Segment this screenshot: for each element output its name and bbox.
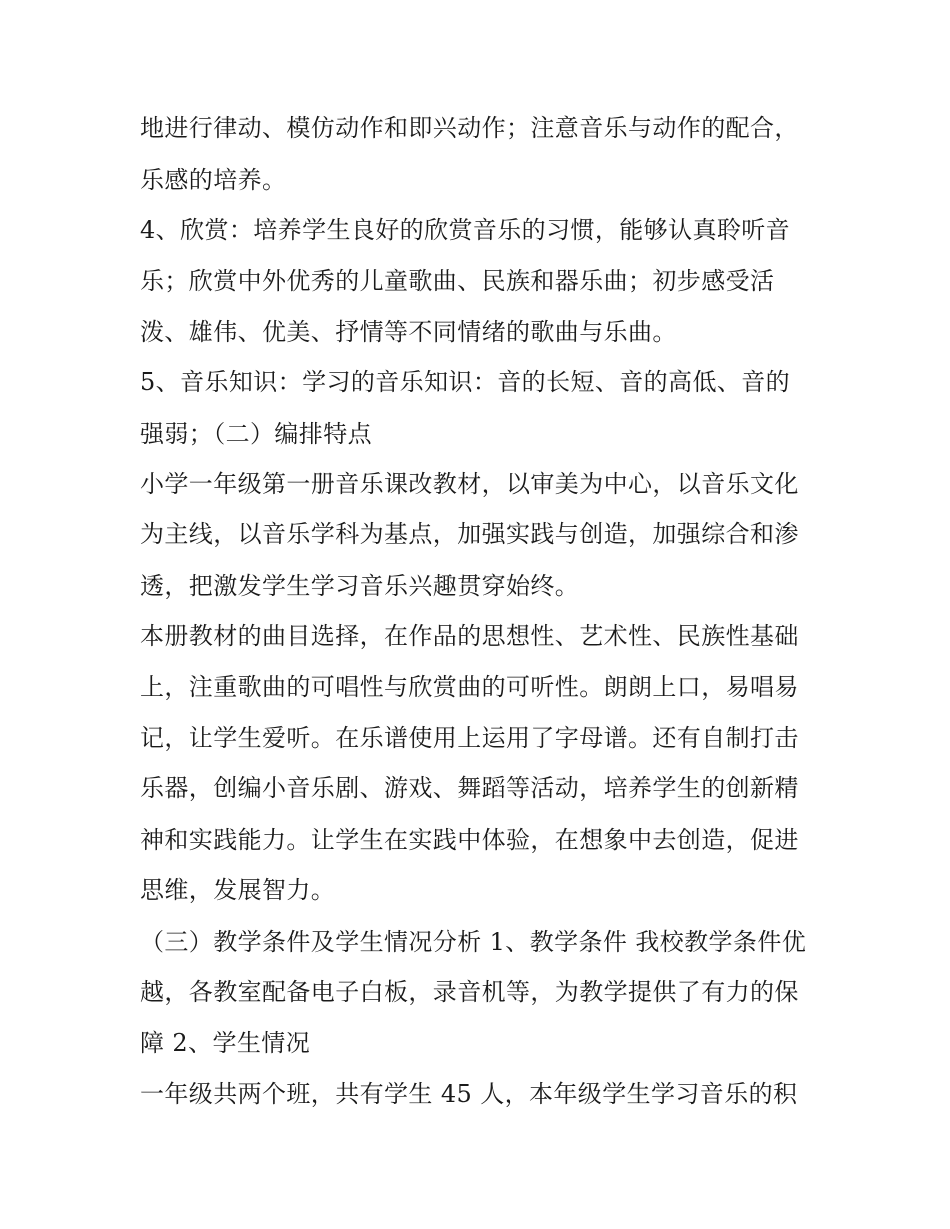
text-line: 本册教材的曲目选择，在作品的思想性、艺术性、民族性基础 bbox=[140, 622, 799, 650]
text-line: （三）教学条件及学生情况分析 1、教学条件 我校教学条件优 bbox=[140, 928, 807, 956]
text-line: 为主线，以音乐学科为基点，加强实践与创造，加强综合和渗 bbox=[140, 520, 799, 548]
text-line: 地进行律动、模仿动作和即兴动作；注意音乐与动作的配合， bbox=[140, 114, 799, 142]
text-line: 思维，发展智力。 bbox=[140, 876, 336, 904]
text-line: 乐器，创编小音乐剧、游戏、舞蹈等活动，培养学生的创新精 bbox=[140, 774, 799, 802]
text-line: 泼、雄伟、优美、抒情等不同情绪的歌曲与乐曲。 bbox=[140, 318, 677, 346]
text-line: 越，各教室配备电子白板，录音机等，为教学提供了有力的保 bbox=[140, 978, 799, 1006]
text-line: 乐感的培养。 bbox=[140, 166, 287, 194]
text-line: 透，把激发学生学习音乐兴趣贯穿始终。 bbox=[140, 572, 580, 600]
text-line: 小学一年级第一册音乐课改教材，以审美为中心，以音乐文化 bbox=[140, 470, 799, 498]
text-line: 4、欣赏：培养学生良好的欣赏音乐的习惯，能够认真聆听音 bbox=[140, 216, 791, 244]
text-line: 强弱；（二）编排特点 bbox=[140, 420, 372, 448]
text-line: 上，注重歌曲的可唱性与欣赏曲的可听性。朗朗上口，易唱易 bbox=[140, 673, 799, 701]
text-line: 一年级共两个班，共有学生 45 人，本年级学生学习音乐的积 bbox=[140, 1080, 798, 1108]
text-line: 记，让学生爱听。在乐谱使用上运用了字母谱。还有自制打击 bbox=[140, 724, 799, 752]
text-line: 5、音乐知识：学习的音乐知识：音的长短、音的高低、音的 bbox=[140, 368, 791, 396]
text-line: 乐；欣赏中外优秀的儿童歌曲、民族和器乐曲；初步感受活 bbox=[140, 267, 775, 295]
text-line: 障 2、学生情况 bbox=[140, 1029, 311, 1057]
text-line: 神和实践能力。让学生在实践中体验，在想象中去创造，促进 bbox=[140, 826, 799, 854]
